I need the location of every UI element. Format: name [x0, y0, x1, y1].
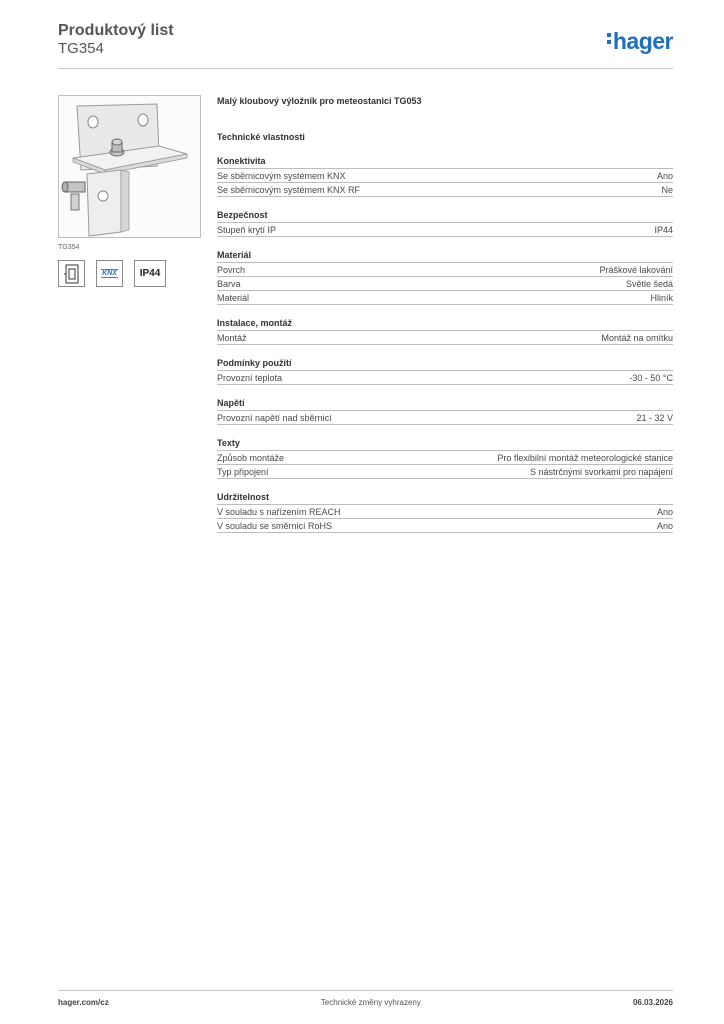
spec-label: Montáž: [217, 333, 247, 343]
spec-value: Hliník: [650, 293, 673, 303]
group-napeti: [217, 397, 673, 425]
group-material: [217, 249, 673, 305]
spec-row: [217, 411, 673, 425]
spec-value: Ano: [656, 507, 673, 517]
spec-value: Práškové lakování: [599, 265, 673, 275]
spec-row: [217, 451, 673, 465]
group-title: Konektivita: [217, 155, 673, 169]
spec-value: Ano: [656, 171, 673, 181]
product-description: Malý kloubový výložník pro meteostanici TG053: [217, 96, 422, 106]
group-konektivita: [217, 155, 673, 197]
technical-sheet: [217, 95, 673, 545]
logo-colon-icon: [607, 30, 612, 47]
spec-label: Typ připojení: [217, 467, 269, 477]
spec-row: [217, 519, 673, 533]
hager-logo: [607, 28, 673, 54]
group-title: Podmínky použití: [217, 357, 673, 371]
group-udrzitelnost: [217, 491, 673, 533]
spec-value: S nástrčnými svorkami pro napájení: [529, 467, 673, 477]
product-code: TG354: [58, 40, 104, 57]
group-bezpecnost: [217, 209, 673, 237]
product-image: [58, 95, 201, 238]
spec-row: [217, 291, 673, 305]
group-texty: [217, 437, 673, 479]
document-title: Produktový list: [58, 22, 174, 39]
certification-badges: [58, 260, 201, 287]
spec-label: Barva: [217, 279, 241, 289]
bracket-illustration: [59, 96, 201, 238]
spec-value: Ano: [656, 521, 673, 531]
spec-row: [217, 465, 673, 479]
spec-value: Montáž na omítku: [601, 333, 673, 343]
knx-logo-icon: [96, 260, 123, 287]
footer-notice: Technické změny vyhrazeny: [320, 998, 421, 1007]
spec-row: [217, 371, 673, 385]
product-drawing-glyph: [63, 264, 81, 284]
product-drawing-icon: [58, 260, 85, 287]
spec-row: [217, 223, 673, 237]
spec-label: Stupeň krytí IP: [217, 225, 277, 235]
spec-row: [217, 169, 673, 183]
group-title: Instalace, montáž: [217, 317, 673, 331]
spec-value: Pro flexibilní montáž meteorologické stanice: [497, 453, 673, 463]
logo-text: hager: [612, 28, 673, 54]
spec-row: [217, 263, 673, 277]
spec-value: IP44: [654, 225, 673, 235]
spec-label: V souladu se směrnicí RoHS: [217, 521, 333, 531]
spec-row: [217, 331, 673, 345]
spec-label: V souladu s nařízením REACH: [217, 507, 341, 517]
ip44-badge-text: IP44: [139, 268, 161, 279]
spec-value: Světle šedá: [625, 279, 673, 289]
spec-value: Ne: [661, 185, 673, 195]
ip44-badge: [134, 260, 166, 287]
spec-row: [217, 277, 673, 291]
footer-date: 06.03.2026: [632, 998, 673, 1007]
spec-value: 21 - 32 V: [636, 413, 673, 423]
knx-logo-text: KNX: [102, 270, 117, 277]
spec-label: Povrch: [217, 265, 246, 275]
page-header: [58, 22, 673, 69]
image-caption: TG354: [58, 244, 80, 251]
spec-label: Materiál: [217, 293, 250, 303]
group-title: Bezpečnost: [217, 209, 673, 223]
spec-label: Provozní teplota: [217, 373, 283, 383]
spec-value: -30 - 50 °C: [629, 373, 673, 383]
spec-label: Se sběrnicovým systémem KNX: [217, 171, 346, 181]
spec-label: Se sběrnicovým systémem KNX RF: [217, 185, 361, 195]
group-title: Texty: [217, 437, 673, 451]
technical-title: Technické vlastnosti: [217, 132, 305, 142]
group-instalace: [217, 317, 673, 345]
footer-website-link[interactable]: hager.com/cz: [58, 998, 109, 1007]
group-podminky: [217, 357, 673, 385]
page-footer: [58, 990, 673, 1007]
spec-row: [217, 505, 673, 519]
product-media: [58, 95, 201, 287]
spec-label: Provozní napětí nad sběrnicí: [217, 413, 332, 423]
group-title: Materiál: [217, 249, 673, 263]
spec-row: [217, 183, 673, 197]
spec-label: Způsob montáže: [217, 453, 285, 463]
group-title: Napětí: [217, 397, 673, 411]
group-title: Udržitelnost: [217, 491, 673, 505]
